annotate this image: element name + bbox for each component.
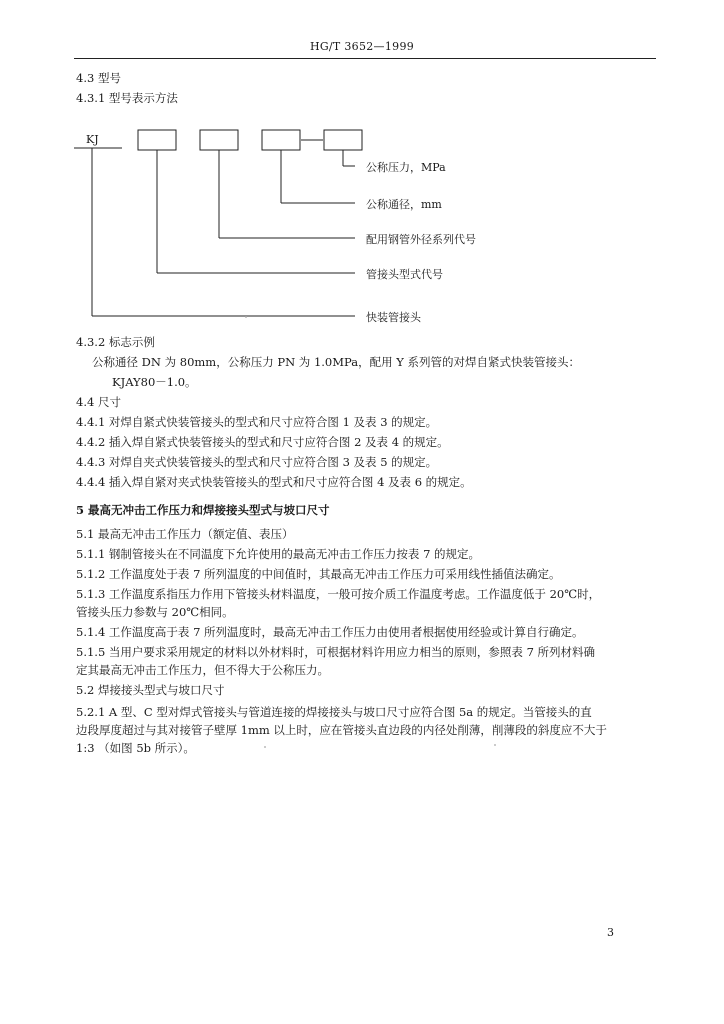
heading-5: 5 最高无冲击工作压力和焊接接头型式与坡口尺寸	[76, 503, 330, 517]
clause-5-2-1-line2: 边段厚度超过与其对接管子壁厚 1mm 以上时，应在管接头直边段的内径处削薄，削薄段的斜度应不大于	[76, 723, 607, 737]
clause-4-4-2: 4.4.2 插入焊自紧式快装管接头的型式和尺寸应符合图 2 及表 4 的规定。	[76, 435, 449, 449]
scan-speck	[245, 316, 247, 318]
clause-5-2-1-line1: 5.2.1 A 型、C 型对焊式管接头与管道连接的焊接接头与坡口尺寸应符合图 5a 的规定。当管接头的直	[76, 705, 592, 719]
scan-speck	[494, 744, 496, 746]
label-pipe-series: 配用钢管外径系列代号	[366, 233, 476, 246]
designation-prefix: KJ	[86, 133, 99, 146]
page-header: HG/T 3652—1999	[309, 40, 415, 53]
label-joint-type: 管接头型式代号	[366, 268, 443, 281]
heading-4-3: 4.3 型号	[76, 71, 121, 85]
clause-4-4-4: 4.4.4 插入焊自紧对夹式快装管接头的型式和尺寸应符合图 4 及表 6 的规定。	[76, 475, 472, 489]
clause-5-2-1-line3: 1:3 （如图 5b 所示）。	[76, 741, 195, 755]
label-nominal-diameter: 公称通径，mm	[366, 198, 442, 211]
example-designation: KJAY80－1.0。	[112, 375, 197, 389]
heading-4-3-2: 4.3.2 标志示例	[76, 335, 155, 349]
heading-5-1: 5.1 最高无冲击工作压力（额定值、表压）	[76, 527, 294, 541]
heading-4-3-1: 4.3.1 型号表示方法	[76, 91, 178, 105]
model-designation-diagram	[0, 0, 724, 340]
clause-4-4-1: 4.4.1 对焊自紧式快装管接头的型式和尺寸应符合图 1 及表 3 的规定。	[76, 415, 438, 429]
clause-5-1-3-line2: 管接头压力参数与 20℃相同。	[76, 605, 234, 619]
example-paragraph: 公称通径 DN 为 80mm，公称压力 PN 为 1.0MPa，配用 Y 系列管的对焊自紧式快装管接头：	[92, 355, 580, 369]
clause-5-1-4: 5.1.4 工作温度高于表 7 所列温度时，最高无冲击工作压力由使用者根据使用经验或计算自行确定。	[76, 625, 584, 639]
clause-5-1-5-line1: 5.1.5 当用户要求采用规定的材料以外材料时，可根据材料许用应力相当的原则，参照表 7 所列材料确	[76, 645, 596, 659]
clause-4-4-3: 4.4.3 对焊自夹式快装管接头的型式和尺寸应符合图 3 及表 5 的规定。	[76, 455, 438, 469]
label-nominal-pressure: 公称压力，MPa	[366, 161, 446, 174]
label-quick-joint: 快装管接头	[366, 311, 421, 324]
clause-5-1-1: 5.1.1 钢制管接头在不同温度下允许使用的最高无冲击工作压力按表 7 的规定。	[76, 547, 481, 561]
clause-5-1-3-line1: 5.1.3 工作温度系指压力作用下管接头材料温度，一般可按介质工作温度考虑。工作温度低于 20℃时，	[76, 587, 601, 601]
scan-speck	[264, 746, 266, 748]
heading-4-4: 4.4 尺寸	[76, 395, 121, 409]
clause-5-1-2: 5.1.2 工作温度处于表 7 所列温度的中间值时，其最高无冲击工作压力可采用线性插值法确定。	[76, 567, 561, 581]
heading-5-2: 5.2 焊接接头型式与坡口尺寸	[76, 683, 225, 697]
clause-5-1-5-line2: 定其最高无冲击工作压力，但不得大于公称压力。	[76, 663, 329, 677]
page-number: 3	[607, 926, 614, 939]
